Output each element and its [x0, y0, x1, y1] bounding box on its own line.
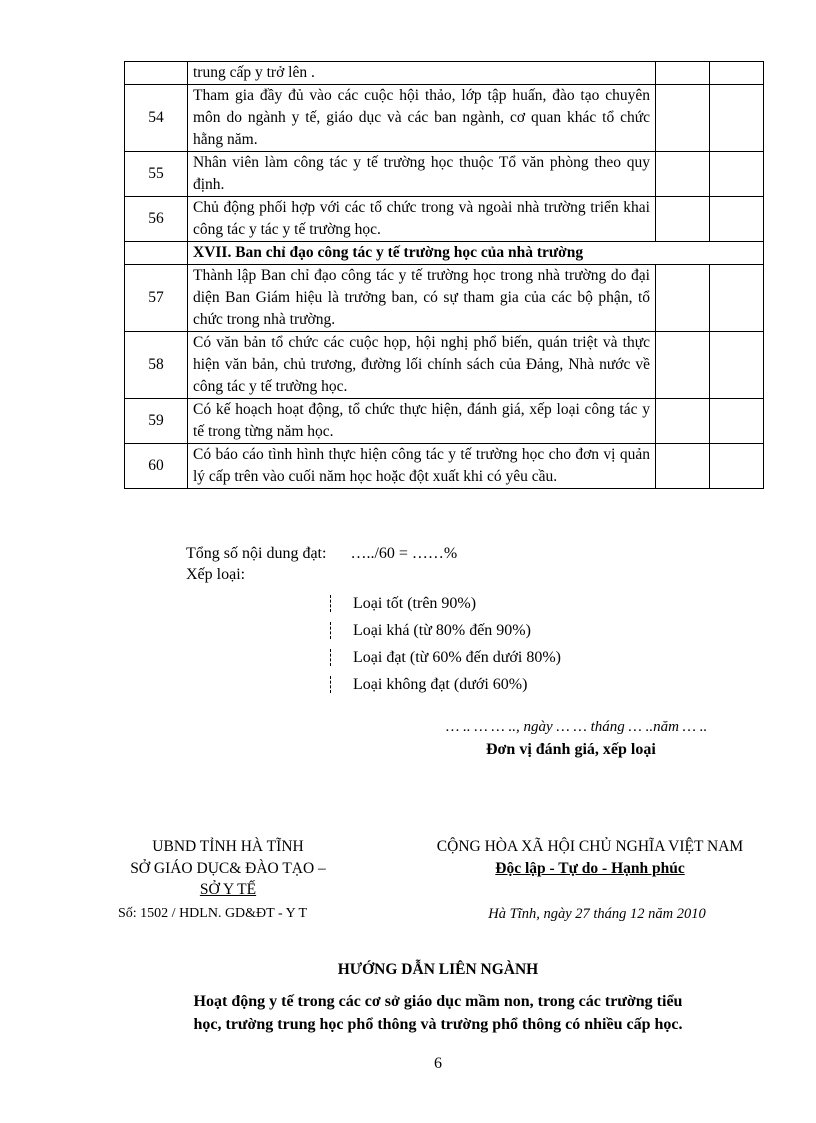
row-number: 57: [125, 265, 188, 332]
achieved-cell[interactable]: [656, 265, 710, 332]
criterion-text: Có báo cáo tình hình thực hiện công tác y tế trường học cho đơn vị quản lý cấp trên vào cuối năm học hoặc đột xuất khi có yêu cầu.: [188, 444, 656, 489]
total-label: Tổng số nội dung đạt:: [186, 545, 327, 562]
row-number: [125, 62, 188, 85]
row-number: 58: [125, 332, 188, 399]
table-row: [125, 265, 764, 332]
header-right-line2-wrap: [400, 860, 780, 878]
criteria-table: [124, 61, 764, 489]
row-number: 54: [125, 85, 188, 152]
criterion-text: Nhân viên làm công tác y tế trường học thuộc Tổ văn phòng theo quy định.: [188, 152, 656, 197]
achieved-cell[interactable]: [656, 444, 710, 489]
not-achieved-cell[interactable]: [710, 85, 764, 152]
signature-date-line: … .. … … .., ngày … … tháng … ..năm … ..: [446, 719, 708, 735]
checkbox-icon[interactable]: [330, 649, 331, 666]
table-row: [125, 62, 764, 85]
not-achieved-cell[interactable]: [710, 152, 764, 197]
criterion-text: Có kế hoạch hoạt động, tổ chức thực hiện, đánh giá, xếp loại công tác y tế trong từng năm học.: [188, 399, 656, 444]
not-achieved-cell[interactable]: [710, 444, 764, 489]
document-date: Hà Tĩnh, ngày 27 tháng 12 năm 2010: [488, 906, 706, 922]
page-number: 6: [434, 1055, 442, 1072]
criteria-table-body: [125, 62, 764, 489]
rating-options: [330, 590, 561, 698]
achieved-cell[interactable]: [656, 399, 710, 444]
achieved-cell[interactable]: [656, 152, 710, 197]
evaluating-unit: Đơn vị đánh giá, xếp loại: [486, 741, 656, 758]
document-title: HƯỚNG DẪN LIÊN NGÀNH: [337, 961, 539, 978]
rating-option-fail[interactable]: [330, 671, 561, 698]
header-left-line2: SỞ GIÁO DỤC& ĐÀO TẠO –: [130, 860, 326, 877]
criterion-text: Chủ động phối hợp với các tổ chức trong và ngoài nhà trường triển khai công tác y tác y tế trường học.: [188, 197, 656, 242]
rating-option-good[interactable]: [330, 590, 561, 617]
table-row: [125, 85, 764, 152]
criterion-text: Thành lập Ban chỉ đạo công tác y tế trường học trong nhà trường do đại diện Ban Giám hiệu là trưởng ban, có sự tham gia của các bộ phận, tổ chức trong nhà trường.: [188, 265, 656, 332]
checkbox-icon[interactable]: [330, 622, 331, 639]
document-number: Số: 1502 / HDLN. GD&ĐT - Y T: [118, 906, 307, 921]
table-row: [125, 197, 764, 242]
not-achieved-cell[interactable]: [710, 399, 764, 444]
rating-option-label: Loại tốt (trên 90%): [353, 595, 477, 612]
row-number: [125, 242, 188, 265]
document-subtitle-line2: học, trường trung học phổ thông và trường phổ thông có nhiều cấp học.: [193, 1016, 683, 1033]
criterion-text: Có văn bản tổ chức các cuộc họp, hội nghị phổ biến, quán triệt và thực hiện văn bản, chủ trương, đường lối chính sách của Đảng, Nhà nước về công tác y tế trường học.: [188, 332, 656, 399]
header-right-line2: Độc lập - Tự do - Hạnh phúc: [495, 860, 685, 877]
achieved-cell[interactable]: [656, 197, 710, 242]
criterion-text: trung cấp y trở lên .: [188, 62, 656, 85]
achieved-cell[interactable]: [656, 85, 710, 152]
table-row: [125, 444, 764, 489]
total-line: [186, 545, 457, 563]
document-subtitle-line1: Hoạt động y tế trong các cơ sở giáo dục mầm non, trong các trường tiểu: [193, 993, 683, 1010]
rating-label: Xếp loại:: [186, 566, 246, 583]
header-left-line1: UBND TỈNH HÀ TĨNH: [152, 838, 304, 855]
not-achieved-cell[interactable]: [710, 197, 764, 242]
achieved-cell[interactable]: [656, 332, 710, 399]
checkbox-icon[interactable]: [330, 676, 331, 693]
rating-option-label: Loại không đạt (dưới 60%): [353, 676, 528, 693]
document-subtitle: [0, 990, 816, 1036]
section-heading: XVII. Ban chỉ đạo công tác y tế trường học của nhà trường: [188, 242, 764, 265]
row-number: 55: [125, 152, 188, 197]
header-left-line3: SỞ Y TẾ: [199, 881, 257, 898]
section-row: [125, 242, 764, 265]
total-value: …../60 = ……%: [350, 545, 458, 562]
not-achieved-cell[interactable]: [710, 265, 764, 332]
criterion-text: Tham gia đầy đủ vào các cuộc hội thảo, lớp tập huấn, đào tạo chuyên môn do ngành y tế, giáo dục và các ban ngành, cơ quan khác tổ chức hằng năm.: [188, 85, 656, 152]
achieved-cell[interactable]: [656, 62, 710, 85]
not-achieved-cell[interactable]: [710, 62, 764, 85]
header-left-line3-wrap: [110, 881, 346, 899]
row-number: 60: [125, 444, 188, 489]
rating-option-label: Loại đạt (từ 60% đến dưới 80%): [353, 649, 561, 666]
row-number: 59: [125, 399, 188, 444]
table-row: [125, 152, 764, 197]
rating-option-fair[interactable]: [330, 617, 561, 644]
rating-option-label: Loại khá (từ 80% đến 90%): [353, 622, 531, 639]
rating-option-pass[interactable]: [330, 644, 561, 671]
not-achieved-cell[interactable]: [710, 332, 764, 399]
table-row: [125, 399, 764, 444]
table-row: [125, 332, 764, 399]
checkbox-icon[interactable]: [330, 595, 331, 612]
row-number: 56: [125, 197, 188, 242]
header-right-line1: CỘNG HÒA XÃ HỘI CHỦ NGHĨA VIỆT NAM: [436, 838, 744, 855]
